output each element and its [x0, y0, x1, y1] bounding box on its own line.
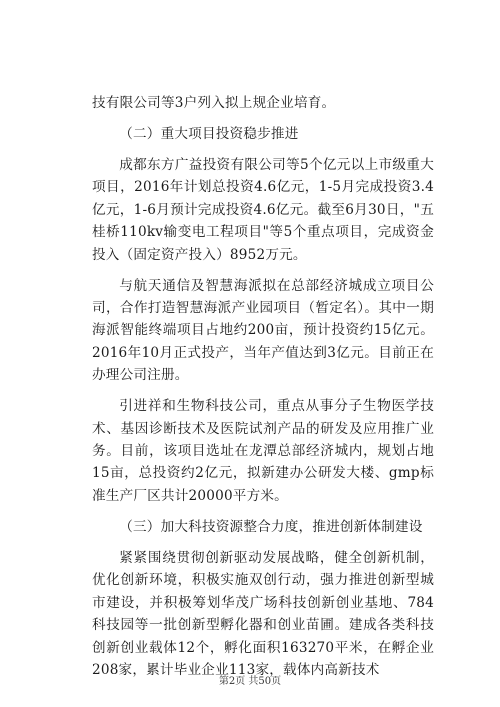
paragraph-aerospace-project: 与航天通信及智慧海派拟在总部经济城成立项目公司，合作打造智慧海派产业园项目（暂定名）。其中一期海派智能终端项目占地约200亩，预计投资约15亿元。2016年10月正式投产，当年产值达到3亿元。目前正在办理公司注册。 [92, 277, 434, 384]
paragraph-innovation: 紧紧围绕贯彻创新驱动发展战略，健全创新机制，优化创新环境，积极实施双创行动，强力推进创新型城市建设，并积极筹划华茂广场科技创新创业基地、784科技园等一批创新型孵化器和创业苗圃。建成各类科技创新创业载体12个，孵化面积163270平米，在孵企业208家，累计毕业企业113家，载体内高新技术 [92, 549, 434, 678]
paragraph-major-projects: 成都东方广益投资有限公司等5个亿元以上市级重大项目，2016年计划总投资4.6亿元，1-5月完成投资3.4亿元，1-6月预计完成投资4.6亿元。截至6月30日，"五桂桥110kv输变电工程项目"等5个重点项目，完成资金投入（固定资产投入）8952万元。 [92, 157, 434, 263]
section-heading-2: （二）重大项目投资稳步推进 [119, 126, 299, 142]
section-heading-3: （三）加大科技资源整合力度，推进创新体制建设 [119, 518, 423, 535]
paragraph-biotech-project: 引进祥和生物科技公司，重点从事分子生物医学技术、基因诊断技术及医院试剂产品的研发及应用推广业务。目前，该项目选址在龙潭总部经济城内，规划占地15亩，总投资约2亿元，拟新建办公研发大楼、gmp标准生产厂区共计20000平方米。 [92, 398, 434, 504]
document-body [92, 92, 434, 690]
page-footer: 第2页 共50页 [218, 676, 282, 687]
paragraph-continuation: 技有限公司等3户列入拟上规企业培育。 [92, 95, 336, 111]
